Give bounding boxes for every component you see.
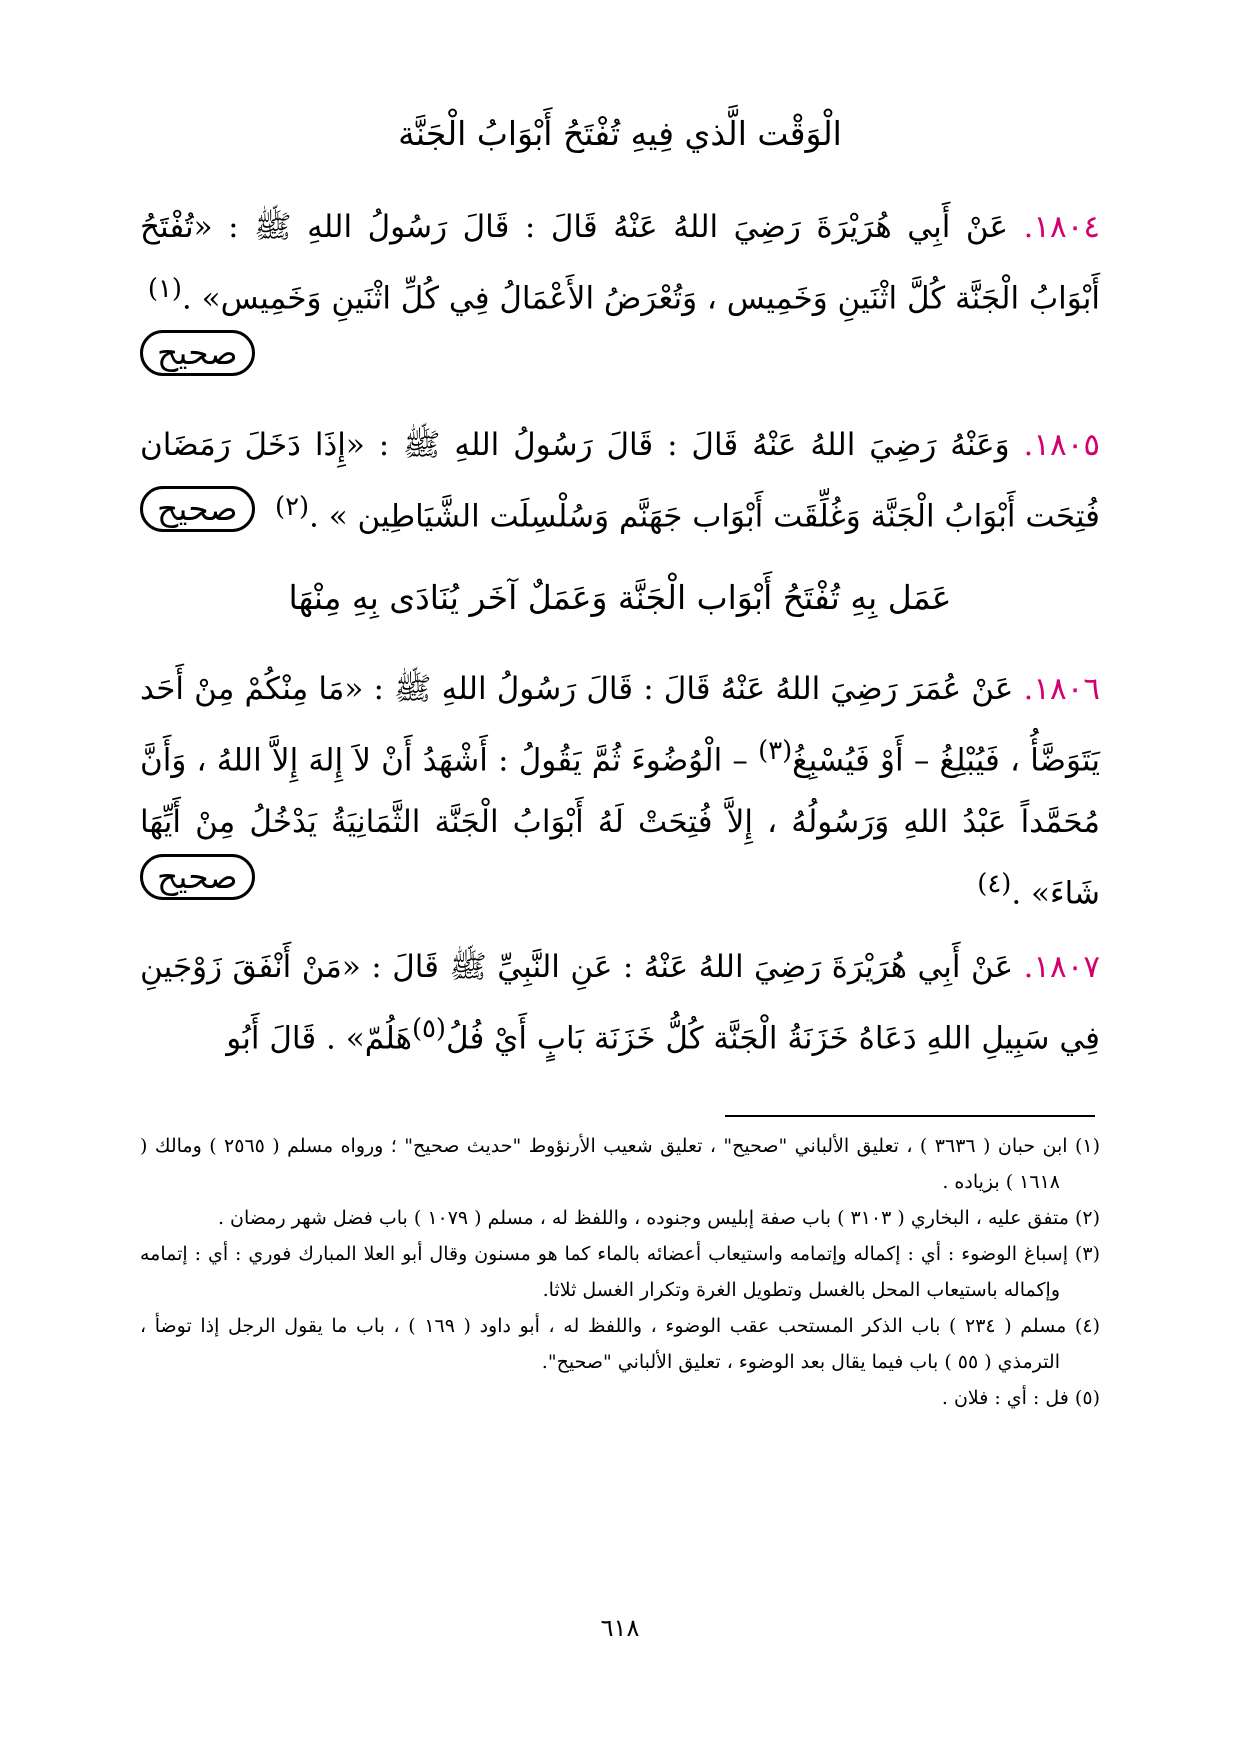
grade-badge: صحيح — [140, 486, 255, 532]
hadith-text-cont: هَلُمّ» . قَالَ أَبُو — [226, 1020, 412, 1057]
footnote-ref: (١) — [147, 274, 182, 304]
footnote-1: (١) ابن حبان ( ٣٦٣٦ ) ، تعليق الألباني "صحيح" ، تعليق شعيب الأرنؤوط "حديث صحيح" ؛ ورواه مسلم ( ٢٥٦٥ ) ومالك ( ١٦١٨ ) بزياده . — [140, 1135, 1101, 1193]
hadith-text: عَنْ أَبِي هُرَيْرَةَ رَضِيَ اللهُ عَنْهُ قَالَ : قَالَ رَسُولُ اللهِ ﷺ : «تُفْتَحُ أَبْوَابُ الْجَنَّة كُلَّ اثْنَينِ وَخَمِيس ، وَتُعْرَضُ الأَعْمَالُ فِي كُلِّ اثْنَينِ وَخَمِيس» . — [140, 209, 1100, 317]
grade-badge: صحيح — [140, 330, 255, 376]
footnotes — [140, 1128, 1100, 1416]
footnote-separator — [725, 1115, 1095, 1117]
hadith-number: ١٨٠٥. — [1023, 427, 1100, 463]
footnote-4: (٤) مسلم ( ٢٣٤ ) باب الذكر المستحب عقب الوضوء ، واللفظ له ، أبو داود ( ١٦٩ ) ، باب ما يقول الرجل إذا توضأ ، الترمذي ( ٥٥ ) باب فيما يقال بعد الوضوء ، تعليق الألباني "صحيح". — [140, 1315, 1100, 1373]
section-heading-2: عَمَل بِهِ تُفْتَحُ أَبْوَاب الْجَنَّة وَعَمَلٌ آخَر يُنَادَى بِهِ مِنْهَا — [288, 578, 952, 617]
hadith-1804 — [140, 196, 1100, 382]
hadith-number: ١٨٠٤. — [1023, 209, 1100, 245]
footnote-ref: (٢) — [274, 492, 310, 522]
footnote-ref: (٣) — [758, 736, 793, 766]
section-heading-1: الْوَقْت الَّذي فِيهِ تُفْتَحُ أَبْوَابُ الْجَنَّة — [398, 114, 842, 153]
hadith-text: وَعَنْهُ رَضِيَ اللهُ عَنْهُ قَالَ : قَالَ رَسُولُ اللهِ ﷺ : «إِذَا دَخَلَ رَمَضَان فُتِحَت أَبْوَابُ الْجَنَّة وَغُلِّقَت أَبْوَاب جَهَنَّم وَسُلْسِلَت الشَّيَاطِين » . — [140, 427, 1100, 535]
footnote-2: (٢) متفق عليه ، البخاري ( ٣١٠٣ ) باب صفة إبليس وجنوده ، واللفظ له ، مسلم ( ١٠٧٩ ) باب فضل شهر رمضان . — [217, 1207, 1100, 1229]
grade-badge: صحيح — [140, 854, 255, 900]
hadith-text: عَنْ عُمَرَ رَضِيَ اللهُ عَنْهُ قَالَ : قَالَ رَسُولُ اللهِ ﷺ : «مَا مِنْكُمْ مِنْ أَحَد يَتَوَضَّأُ ، فَيُبْلِغُ – أَوْ فَيُسْبِغُ — [140, 671, 1100, 779]
hadith-1805 — [140, 414, 1100, 538]
hadith-text-cont: – الْوُضُوءَ ثُمَّ يَقُولُ : أَشْهَدُ أَنْ لاَ إِلهَ إِلاَّ اللهُ ، وَأَنَّ مُحَمَّداً عَبْدُ اللهِ وَرَسُولُهُ ، إِلاَّ فُتِحَتْ لَهُ أَبْوَابُ الْجَنَّة الثَّمَانِيَةُ يَدْخُلُ مِنْ أَيِّهَا شَاءَ» . — [140, 742, 1100, 912]
hadith-1807 — [140, 936, 1100, 1060]
footnote-ref: (٥) — [411, 1014, 446, 1044]
hadith-1806 — [140, 658, 1100, 912]
hadith-number: ١٨٠٧. — [1023, 949, 1100, 985]
hadith-number: ١٨٠٦. — [1023, 671, 1100, 707]
page-number: ٦١٨ — [600, 1614, 640, 1642]
footnote-3: (٣) إسباغ الوضوء : أي : إكماله وإتمامه واستيعاب أعضائه بالماء كما هو مسنون وقال أبو العلا المبارك فوري : أي : إتمامه وإكماله باستيعاب المحل بالغسل وتطويل الغرة وتكرار الغسل ثلاثا. — [140, 1243, 1100, 1301]
hadith-text: عَنْ أَبِي هُرَيْرَةَ رَضِيَ اللهُ عَنْهُ : عَنِ النَّبِيِّ ﷺ قَالَ : «مَنْ أَنْفَقَ زَوْجَينِ فِي سَبِيلِ اللهِ دَعَاهُ خَزَنَةُ الْجَنَّة كُلُّ خَزَنَة بَابٍ أَيْ فُلُ — [140, 949, 1100, 1057]
footnote-5: (٥) فل : أي : فلان . — [941, 1387, 1100, 1409]
footnote-ref: (٤) — [977, 869, 1012, 900]
